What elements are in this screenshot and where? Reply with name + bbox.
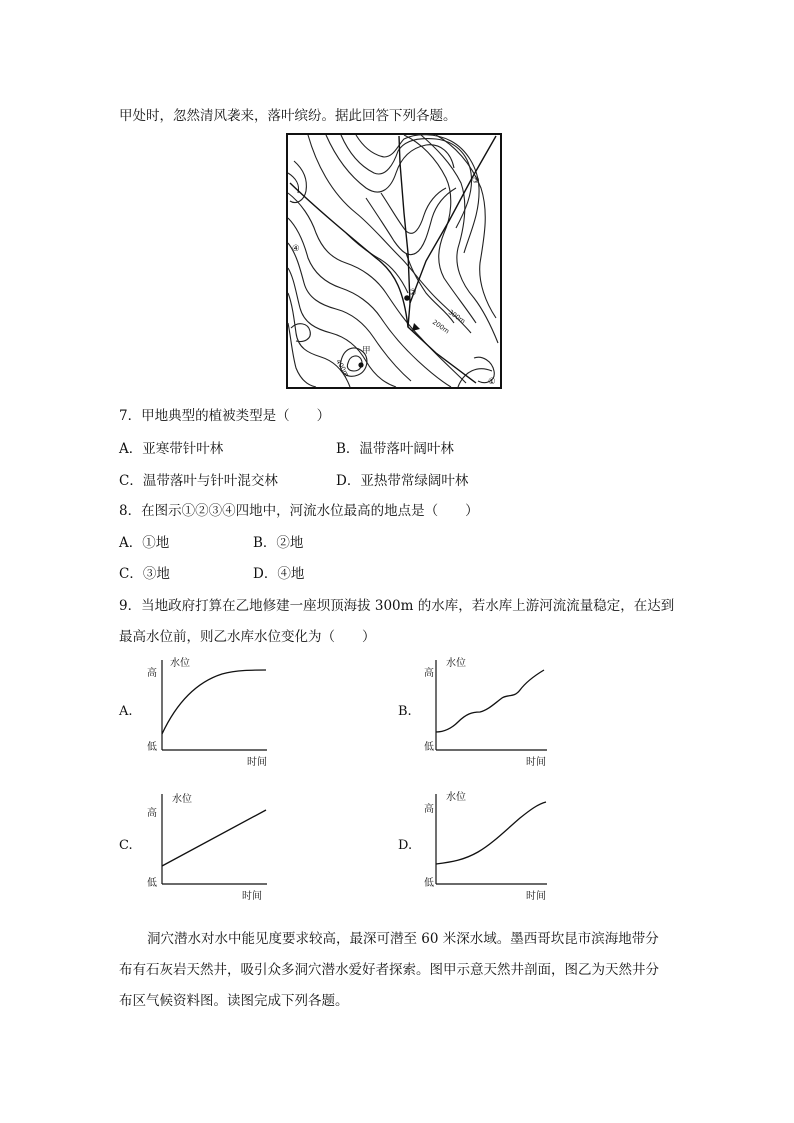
q7-option-a[interactable]: A．亚寒带针叶林 — [119, 441, 224, 457]
graph-d-option[interactable]: D. — [398, 838, 413, 853]
graph-c-low: 低 — [147, 878, 157, 889]
graph-d — [422, 786, 552, 904]
graph-b-xlabel: 时间 — [526, 757, 546, 768]
contour-400-label: 400m — [334, 358, 351, 379]
passage-line3: 布区气候资料图。读图完成下列各题。 — [119, 993, 349, 1009]
graph-b-high: 高 — [424, 668, 434, 679]
graph-b-ylabel: 水位 — [446, 658, 466, 669]
q8-option-c[interactable]: C．③地 — [119, 566, 170, 582]
graph-a-low: 低 — [147, 742, 157, 753]
point-1-label: ① — [488, 377, 496, 387]
point-2-label: ② — [409, 288, 417, 298]
q7-option-c[interactable]: C．温带落叶与针叶混交林 — [119, 473, 278, 489]
graph-d-low: 低 — [424, 878, 434, 889]
graph-b-option[interactable]: B. — [398, 704, 412, 719]
q8-option-b[interactable]: B．②地 — [253, 535, 304, 551]
q7-option-b[interactable]: B．温带落叶阔叶林 — [336, 441, 454, 457]
graph-a-option[interactable]: A. — [119, 704, 133, 719]
graph-c-xlabel: 时间 — [242, 891, 262, 902]
jia-label: 甲 — [362, 346, 371, 356]
q7-stem: 7．甲地典型的植被类型是（ ） — [119, 408, 331, 424]
graph-c-option[interactable]: C. — [119, 838, 133, 853]
q7-option-d[interactable]: D．亚热带常绿阔叶林 — [336, 473, 469, 489]
graph-a — [142, 652, 272, 770]
q8-option-a[interactable]: A．①地 — [119, 535, 170, 551]
passage-line1: 洞穴潜水对水中能见度要求较高，最深可潜至 60 米深水域。墨西哥坎昆市滨海地带分 — [147, 931, 659, 947]
graph-b — [422, 652, 552, 770]
q8-option-d[interactable]: D．④地 — [253, 566, 305, 582]
graph-a-ylabel: 水位 — [170, 658, 190, 669]
contour-300-label: 300m — [446, 308, 467, 326]
graph-d-ylabel: 水位 — [446, 792, 466, 803]
q9-stem-line2: 最高水位前，则乙水库水位变化为（ ） — [119, 629, 376, 645]
intro-text: 甲处时，忽然清风袭来，落叶缤纷。据此回答下列各题。 — [119, 108, 457, 124]
graph-c-high: 高 — [147, 808, 157, 819]
graph-c-ylabel: 水位 — [172, 794, 192, 805]
graph-b-low: 低 — [424, 742, 434, 753]
graph-a-high: 高 — [147, 668, 157, 679]
graph-d-xlabel: 时间 — [526, 891, 546, 902]
q9-stem-line1: 9．当地政府打算在乙地修建一座坝顶海拔 300m 的水库，若水库上游河流流量稳定，在达到 — [119, 598, 675, 614]
graph-d-high: 高 — [424, 804, 434, 815]
q8-stem: 8．在图示①②③④四地中，河流水位最高的地点是（ ） — [119, 503, 479, 519]
point-4-label: ④ — [292, 244, 300, 254]
graph-c — [142, 786, 272, 904]
contour-200-label: 200m — [430, 318, 451, 336]
passage-line2: 布有石灰岩天然井，吸引众多洞穴潜水爱好者探索。图甲示意天然井剖面，图乙为天然井分 — [119, 962, 659, 978]
graph-a-xlabel: 时间 — [247, 757, 267, 768]
point-3-label: ③ — [472, 176, 480, 186]
contour-map — [286, 133, 502, 389]
